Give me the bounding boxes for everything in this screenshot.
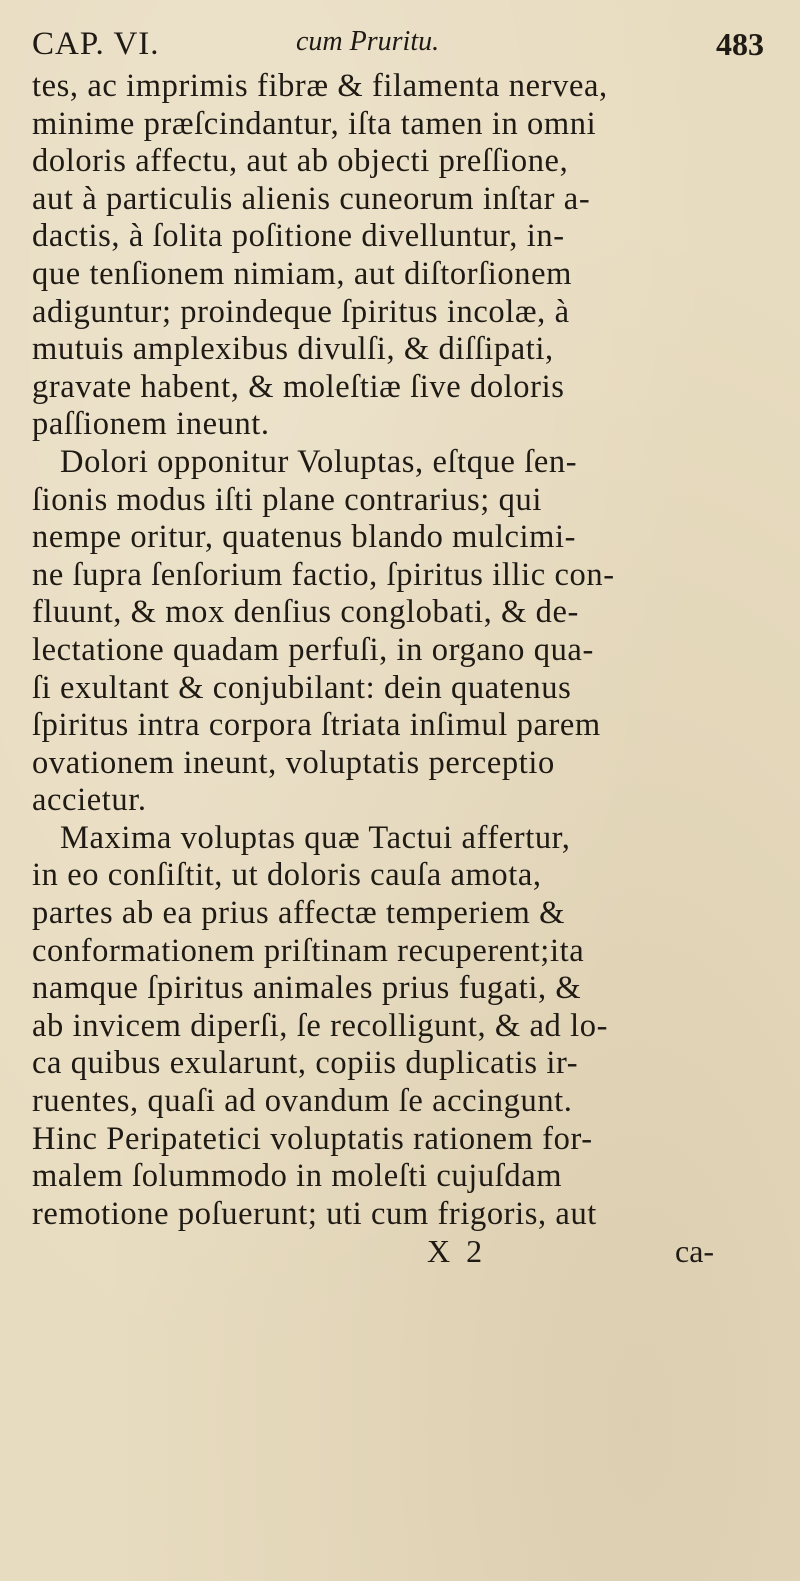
text-line: fluunt, & mox denſius conglobati, & de- bbox=[32, 594, 579, 631]
text-line: ſpiritus intra corpora ſtriata inſimul parem bbox=[32, 707, 601, 744]
text-line: ſi exultant & conjubilant: dein quatenus bbox=[32, 669, 572, 706]
text-line: partes ab ea prius affectæ temperiem & bbox=[32, 895, 565, 932]
text-line: ruentes, quaſi ad ovandum ſe accingunt. bbox=[32, 1083, 573, 1120]
text-line: gravate habent, & moleſtiæ ſive doloris bbox=[32, 368, 565, 405]
text-line: ca quibus exularunt, copiis duplicatis ir- bbox=[32, 1045, 579, 1082]
text-line: in eo conſiſtit, ut doloris cauſa amota, bbox=[32, 857, 542, 894]
text-line: ſionis modus iſti plane contrarius; qui bbox=[32, 481, 542, 518]
running-head bbox=[32, 22, 764, 68]
text-line: conformationem priſtinam recuperent;ita bbox=[32, 932, 585, 969]
text-line: ne ſupra ſenſorium factio, ſpiritus illic con- bbox=[32, 556, 615, 593]
text-line: malem ſolummodo in moleſti cujuſdam bbox=[32, 1158, 563, 1195]
page-footer bbox=[32, 1233, 764, 1273]
text-line: paſſionem ineunt. bbox=[32, 406, 270, 443]
text-line: que tenſionem nimiam, aut diſtorſionem bbox=[32, 255, 572, 292]
text-line: dactis, à ſolita poſitione divelluntur, in- bbox=[32, 218, 565, 255]
text-line: adiguntur; proindeque ſpiritus incolæ, à bbox=[32, 293, 570, 330]
text-line: tes, ac imprimis fibræ & filamenta nervea, bbox=[32, 68, 608, 104]
text-line: nempe oritur, quatenus blando mulcimi- bbox=[32, 519, 577, 556]
text-line: ovationem ineunt, voluptatis perceptio bbox=[32, 744, 555, 781]
text-line: Hinc Peripatetici voluptatis rationem for- bbox=[32, 1120, 593, 1157]
running-title: cum Pruritu. bbox=[296, 26, 440, 57]
signature-mark: X 2 bbox=[427, 1233, 487, 1270]
body-text bbox=[32, 68, 764, 1233]
text-line: remotione poſuerunt; uti cum frigoris, aut bbox=[32, 1195, 597, 1232]
paragraph-start-line: Dolori opponitur Voluptas, eſtque ſen- bbox=[60, 443, 578, 480]
text-line: namque ſpiritus animales prius fugati, & bbox=[32, 970, 582, 1007]
text-line: lectatione quadam perfuſi, in organo qua- bbox=[32, 631, 594, 668]
text-line: doloris affectu, aut ab objecti preſſione, bbox=[32, 143, 569, 180]
page-number: 483 bbox=[716, 26, 764, 62]
text-line: ab invicem diperſi, ſe recolligunt, & ad lo- bbox=[32, 1007, 609, 1044]
chapter-heading: CAP. VI. bbox=[32, 26, 160, 62]
text-line: minime præſcindantur, iſta tamen in omni bbox=[32, 105, 597, 142]
text-line: aut à particulis alienis cuneorum inſtar a- bbox=[32, 180, 591, 217]
catchword: ca- bbox=[675, 1233, 715, 1270]
paragraph-start-line: Maxima voluptas quæ Tactui affertur, bbox=[60, 819, 571, 856]
text-line: accietur. bbox=[32, 782, 147, 819]
text-line: mutuis amplexibus divulſi, & diſſipati, bbox=[32, 331, 554, 368]
